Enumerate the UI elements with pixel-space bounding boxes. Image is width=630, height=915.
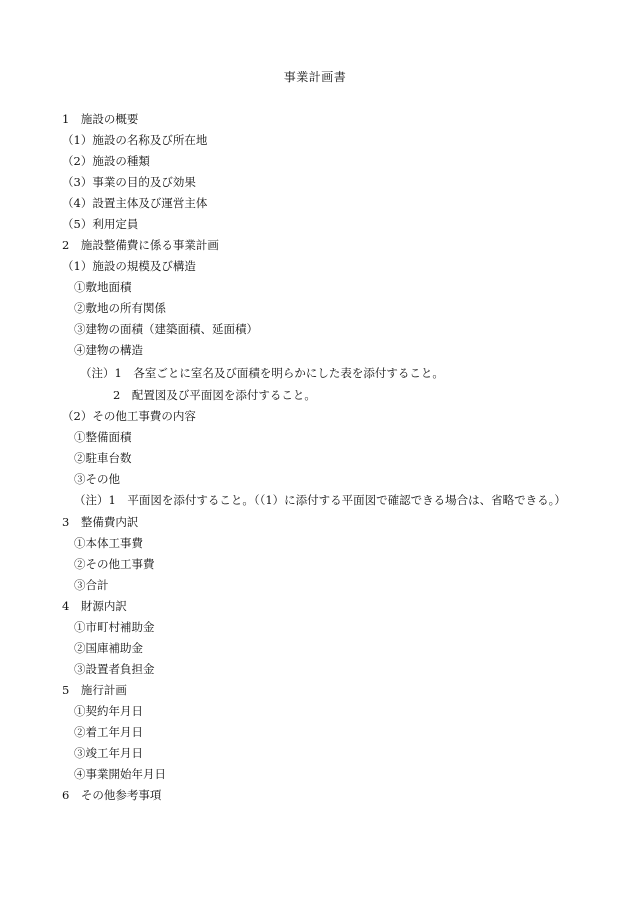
sub-item-parking: ②駐車台数 bbox=[74, 451, 132, 465]
sub-item-maintenance-area: ①整備面積 bbox=[74, 430, 132, 444]
note-2-1-b: 2 配置図及び平面図を添付すること。 bbox=[113, 388, 316, 402]
sub-item-national-subsidy: ②国庫補助金 bbox=[74, 641, 143, 655]
sub-item-start-date: ②着工年月日 bbox=[74, 725, 143, 739]
item-2-1: （1）施設の規模及び構造 bbox=[62, 259, 196, 273]
section-3-heading: 3 整備費内訳 bbox=[62, 515, 139, 529]
sub-item-site-area: ①敷地面積 bbox=[74, 280, 132, 294]
section-1-heading: 1 施設の概要 bbox=[62, 112, 139, 126]
note-2-2: （注）1 平面図を添付すること。（（1）に添付する平面図で確認できる場合は、省略できる。） bbox=[74, 493, 566, 507]
item-1-3: （3）事業の目的及び効果 bbox=[62, 175, 196, 189]
sub-item-building-structure: ④建物の構造 bbox=[74, 343, 143, 357]
sub-item-building-area: ③建物の面積（建築面積、延面積） bbox=[74, 322, 258, 336]
item-1-5: （5）利用定員 bbox=[62, 217, 139, 231]
section-4-heading: 4 財源内訳 bbox=[62, 599, 127, 613]
item-1-1: （1）施設の名称及び所在地 bbox=[62, 133, 208, 147]
sub-item-other: ③その他 bbox=[74, 472, 120, 486]
sub-item-owner-burden: ③設置者負担金 bbox=[74, 662, 155, 676]
item-2-2: （2）その他工事費の内容 bbox=[62, 409, 196, 423]
item-1-2: （2）施設の種類 bbox=[62, 154, 150, 168]
section-5-heading: 5 施行計画 bbox=[62, 683, 127, 697]
sub-item-completion-date: ③竣工年月日 bbox=[74, 746, 143, 760]
sub-item-business-start-date: ④事業開始年月日 bbox=[74, 767, 166, 781]
item-1-4: （4）設置主体及び運営主体 bbox=[62, 196, 208, 210]
sub-item-site-ownership: ②敷地の所有関係 bbox=[74, 301, 166, 315]
section-6-heading: 6 その他参考事項 bbox=[62, 788, 162, 802]
note-2-1-a: （注）1 各室ごとに室名及び面積を明らかにした表を添付すること。 bbox=[80, 366, 444, 380]
sub-item-municipal-subsidy: ①市町村補助金 bbox=[74, 620, 155, 634]
sub-item-other-construction: ②その他工事費 bbox=[74, 557, 155, 571]
sub-item-main-construction: ①本体工事費 bbox=[74, 536, 143, 550]
sub-item-total: ③合計 bbox=[74, 578, 109, 592]
section-2-heading: 2 施設整備費に係る事業計画 bbox=[62, 238, 219, 252]
sub-item-contract-date: ①契約年月日 bbox=[74, 704, 143, 718]
page-title: 事業計画書 bbox=[283, 70, 347, 84]
